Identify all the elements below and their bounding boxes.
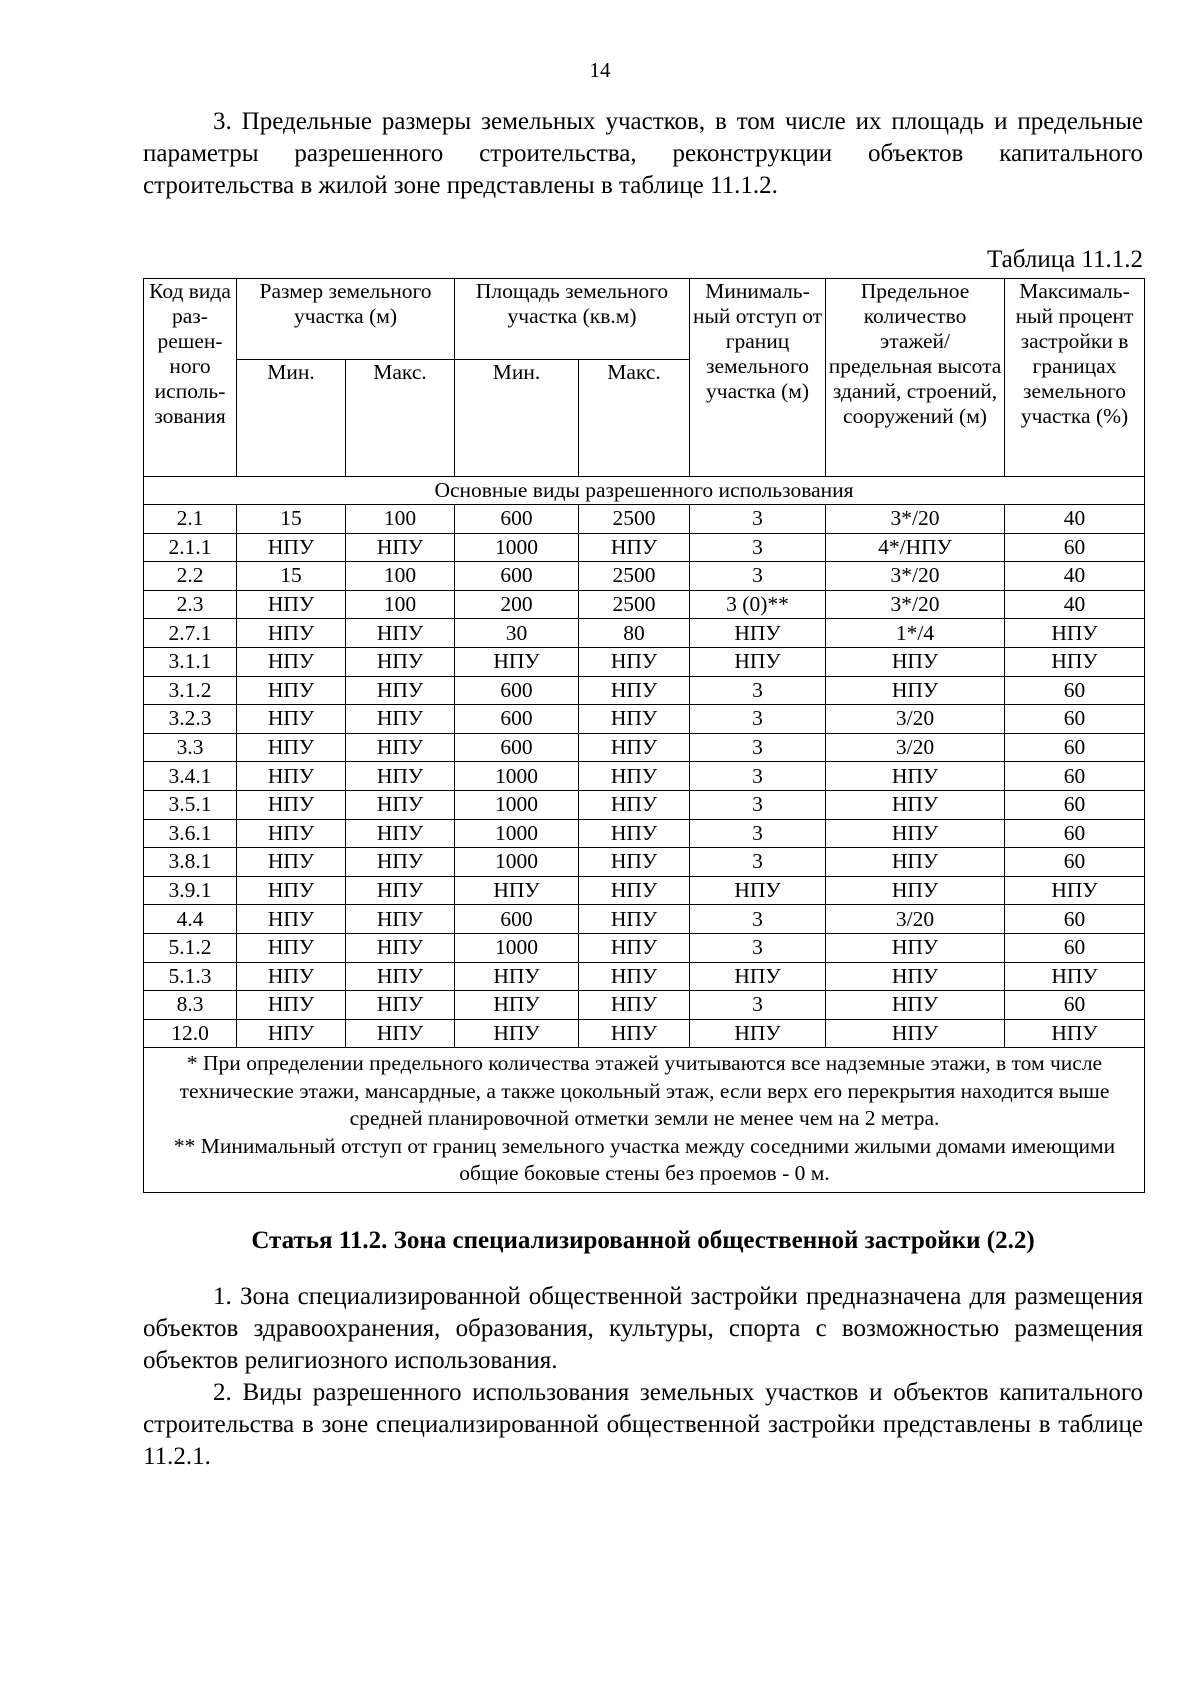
- paragraph-1: 1. Зона специализированной общественной застройки предназначена для размещения объектов здравоохранения, образования, культуры, спорта с возможностью размещения объектов религиозного использования.: [143, 1283, 1143, 1374]
- table-cell: 2500: [579, 562, 690, 591]
- table-cell: 3.8.1: [144, 848, 237, 877]
- table-cell: 600: [455, 905, 579, 934]
- intro-paragraph: 3. Предельные размеры земельных участков, в том числе их площадь и предельные параметры разрешенного строительства, реконструкции объектов капитального строительства в жилой зоне представлены в таблице 11.1.2.: [143, 108, 1143, 199]
- table-cell: 3.1.2: [144, 676, 237, 705]
- table-cell: НПУ: [579, 676, 690, 705]
- header-plot-size-max: Макс.: [346, 360, 455, 477]
- table-cell: 1000: [455, 762, 579, 791]
- table-cell: НПУ: [346, 647, 455, 676]
- table-cell: НПУ: [455, 962, 579, 991]
- table-cell: 100: [346, 590, 455, 619]
- paragraph-2: 2. Виды разрешенного использования земельных участков и объектов капитального строительства в зоне специализированной общественной застройки представлены в таблице 11.2.1.: [143, 1379, 1143, 1470]
- table-cell: НПУ: [579, 876, 690, 905]
- table-cell: НПУ: [237, 647, 346, 676]
- table-cell: НПУ: [579, 647, 690, 676]
- table-cell: НПУ: [1005, 962, 1145, 991]
- table-cell: 2.1.1: [144, 533, 237, 562]
- table-cell: 3: [690, 505, 826, 534]
- table-cell: 80: [579, 619, 690, 648]
- table-cell: 200: [455, 590, 579, 619]
- table-cell: 60: [1005, 819, 1145, 848]
- header-code: Код вида раз-решен-ного исполь-зования: [144, 279, 237, 477]
- table-cell: НПУ: [346, 733, 455, 762]
- table-cell: НПУ: [237, 848, 346, 877]
- table-cell: 100: [346, 505, 455, 534]
- table-cell: НПУ: [346, 905, 455, 934]
- table-cell: 3.2.3: [144, 705, 237, 734]
- table-cell: НПУ: [237, 533, 346, 562]
- table-cell: 3*/20: [826, 590, 1005, 619]
- table-row: [144, 991, 1145, 1020]
- table-cell: 5.1.3: [144, 962, 237, 991]
- table-cell: 3: [690, 705, 826, 734]
- table-cell: НПУ: [690, 1019, 826, 1048]
- table-cell: 60: [1005, 733, 1145, 762]
- table-cell: 4.4: [144, 905, 237, 934]
- header-plot-size-min: Мин.: [237, 360, 346, 477]
- table-cell: НПУ: [826, 762, 1005, 791]
- table-cell: НПУ: [455, 876, 579, 905]
- table-cell: НПУ: [455, 1019, 579, 1048]
- table-cell: НПУ: [579, 533, 690, 562]
- table-cell: НПУ: [579, 933, 690, 962]
- table-cell: 60: [1005, 762, 1145, 791]
- table-cell: 60: [1005, 905, 1145, 934]
- table-cell: НПУ: [826, 676, 1005, 705]
- table-cell: НПУ: [346, 991, 455, 1020]
- table-cell: НПУ: [346, 676, 455, 705]
- header-plot-area-min: Мин.: [455, 360, 579, 477]
- table-cell: НПУ: [826, 1019, 1005, 1048]
- footnote-setback: ** Минимальный отступ от границ земельного участка между соседними жилыми домами имеющими общие боковые стены без проемов - 0 м.: [173, 1133, 1116, 1186]
- table-cell: НПУ: [579, 1019, 690, 1048]
- table-cell: 2.2: [144, 562, 237, 591]
- table-cell: 40: [1005, 505, 1145, 534]
- table-cell: НПУ: [237, 676, 346, 705]
- table-cell: 15: [237, 505, 346, 534]
- table-cell: 2500: [579, 590, 690, 619]
- table-cell: НПУ: [237, 590, 346, 619]
- table-cell: НПУ: [346, 705, 455, 734]
- header-max-coverage: Максималь-ный процент застройки в границах земельного участка (%): [1005, 279, 1145, 477]
- table-cell: 1*/4: [826, 619, 1005, 648]
- table-cell: 30: [455, 619, 579, 648]
- table-cell: НПУ: [455, 991, 579, 1020]
- table-cell: НПУ: [237, 876, 346, 905]
- table-cell: НПУ: [579, 848, 690, 877]
- table-row: [144, 762, 1145, 791]
- header-plot-area: Площадь земельного участка (кв.м): [455, 279, 690, 360]
- table-footnotes: [144, 1048, 1145, 1193]
- table-cell: 3.6.1: [144, 819, 237, 848]
- footnote-floors: * При определении предельного количества этажей учитываются все надземные этажи, в том числе технические этажи, мансардные, а также цокольный этаж, если верх его перекрытия находится выше средней планировочной отметки земли не менее чем на 2 метра.: [179, 1051, 1110, 1131]
- table-cell: 600: [455, 705, 579, 734]
- table-cell: НПУ: [346, 962, 455, 991]
- table-cell: 3: [690, 562, 826, 591]
- table-row: [144, 590, 1145, 619]
- table-cell: НПУ: [579, 905, 690, 934]
- table-cell: 3/20: [826, 705, 1005, 734]
- table-cell: 3.9.1: [144, 876, 237, 905]
- table-cell: 40: [1005, 562, 1145, 591]
- table-cell: 40: [1005, 590, 1145, 619]
- table-cell: 3 (0)**: [690, 590, 826, 619]
- table-row: [144, 848, 1145, 877]
- table-cell: НПУ: [346, 876, 455, 905]
- table-cell: НПУ: [690, 962, 826, 991]
- page-number: 14: [589, 58, 611, 82]
- table-cell: НПУ: [346, 819, 455, 848]
- table-cell: 3.3: [144, 733, 237, 762]
- table-cell: 2.1: [144, 505, 237, 534]
- table-cell: НПУ: [826, 819, 1005, 848]
- table-row: [144, 533, 1145, 562]
- table-cell: 3.4.1: [144, 762, 237, 791]
- table-cell: 2.7.1: [144, 619, 237, 648]
- table-cell: НПУ: [826, 991, 1005, 1020]
- table-cell: 1000: [455, 848, 579, 877]
- table-cell: 3: [690, 676, 826, 705]
- table-cell: НПУ: [237, 790, 346, 819]
- table-cell: 3: [690, 905, 826, 934]
- table-row: [144, 676, 1145, 705]
- table-cell: 1000: [455, 819, 579, 848]
- table-cell: НПУ: [237, 905, 346, 934]
- table-cell: НПУ: [826, 848, 1005, 877]
- article-heading: Статья 11.2. Зона специализированной общественной застройки (2.2): [251, 1227, 1035, 1254]
- table-cell: 4*/НПУ: [826, 533, 1005, 562]
- table-row: [144, 733, 1145, 762]
- table-cell: 15: [237, 562, 346, 591]
- table-cell: НПУ: [1005, 647, 1145, 676]
- table-cell: НПУ: [237, 619, 346, 648]
- table-cell: НПУ: [237, 962, 346, 991]
- table-cell: 1000: [455, 533, 579, 562]
- table-cell: 5.1.2: [144, 933, 237, 962]
- table-row: [144, 1019, 1145, 1048]
- table-cell: 3/20: [826, 905, 1005, 934]
- header-plot-size: Размер земельного участка (м): [237, 279, 455, 360]
- table-cell: НПУ: [690, 876, 826, 905]
- table-cell: НПУ: [455, 647, 579, 676]
- table-cell: 60: [1005, 848, 1145, 877]
- table-cell: НПУ: [826, 790, 1005, 819]
- table-row: [144, 876, 1145, 905]
- section-label: Основные виды разрешенного использования: [144, 477, 1145, 505]
- table-cell: 60: [1005, 991, 1145, 1020]
- table-cell: НПУ: [826, 962, 1005, 991]
- table-cell: НПУ: [690, 619, 826, 648]
- table-cell: НПУ: [237, 991, 346, 1020]
- table-row: [144, 933, 1145, 962]
- table-cell: 3*/20: [826, 505, 1005, 534]
- table-cell: 3: [690, 848, 826, 877]
- table-cell: 60: [1005, 790, 1145, 819]
- table-cell: НПУ: [346, 1019, 455, 1048]
- table-cell: НПУ: [346, 933, 455, 962]
- table-cell: 3: [690, 762, 826, 791]
- table-cell: 3.5.1: [144, 790, 237, 819]
- table-cell: 1000: [455, 933, 579, 962]
- table-cell: 600: [455, 676, 579, 705]
- table-row: [144, 790, 1145, 819]
- table-cell: 2500: [579, 505, 690, 534]
- table-cell: 1000: [455, 790, 579, 819]
- table-cell: НПУ: [237, 705, 346, 734]
- table-cell: НПУ: [237, 1019, 346, 1048]
- table-cell: НПУ: [579, 991, 690, 1020]
- table-cell: НПУ: [1005, 619, 1145, 648]
- table-cell: НПУ: [346, 533, 455, 562]
- table-cell: 600: [455, 562, 579, 591]
- table-cell: НПУ: [579, 733, 690, 762]
- table-cell: НПУ: [579, 819, 690, 848]
- table-caption: Таблица 11.1.2: [987, 246, 1143, 273]
- table-cell: НПУ: [237, 733, 346, 762]
- table-row: [144, 619, 1145, 648]
- table-row: [144, 819, 1145, 848]
- table-cell: 3: [690, 533, 826, 562]
- table-cell: НПУ: [579, 962, 690, 991]
- table-cell: НПУ: [690, 647, 826, 676]
- table-cell: 60: [1005, 933, 1145, 962]
- table-cell: 600: [455, 733, 579, 762]
- table-cell: НПУ: [237, 933, 346, 962]
- table-cell: 3: [690, 933, 826, 962]
- table-cell: 3.1.1: [144, 647, 237, 676]
- table-cell: 60: [1005, 533, 1145, 562]
- table-cell: 3: [690, 991, 826, 1020]
- table-row: [144, 705, 1145, 734]
- table-cell: 3/20: [826, 733, 1005, 762]
- table-cell: НПУ: [346, 619, 455, 648]
- header-plot-area-max: Макс.: [579, 360, 690, 477]
- header-min-setback: Минималь-ный отступ от границ земельного участка (м): [690, 279, 826, 477]
- table-cell: НПУ: [237, 762, 346, 791]
- table-cell: НПУ: [579, 762, 690, 791]
- table-row: [144, 647, 1145, 676]
- zoning-parameters-table: [143, 278, 1145, 1193]
- table-cell: 2.3: [144, 590, 237, 619]
- table-cell: НПУ: [1005, 1019, 1145, 1048]
- table-cell: 60: [1005, 705, 1145, 734]
- table-row: [144, 505, 1145, 534]
- table-cell: 12.0: [144, 1019, 237, 1048]
- table-cell: НПУ: [579, 705, 690, 734]
- table-cell: НПУ: [826, 876, 1005, 905]
- table-cell: 600: [455, 505, 579, 534]
- table-cell: НПУ: [1005, 876, 1145, 905]
- table-cell: НПУ: [237, 819, 346, 848]
- table-cell: НПУ: [826, 933, 1005, 962]
- table-cell: 3: [690, 733, 826, 762]
- table-cell: НПУ: [346, 762, 455, 791]
- table-cell: 3: [690, 790, 826, 819]
- table-cell: НПУ: [579, 790, 690, 819]
- table-cell: НПУ: [346, 790, 455, 819]
- table-cell: 60: [1005, 676, 1145, 705]
- table-cell: 100: [346, 562, 455, 591]
- table-cell: НПУ: [346, 848, 455, 877]
- table-cell: НПУ: [826, 647, 1005, 676]
- header-max-floors: Предельное количество этажей/ предельная высота зданий, строений, сооружений (м): [826, 279, 1005, 477]
- table-row: [144, 562, 1145, 591]
- table-cell: 3: [690, 819, 826, 848]
- table-cell: 3*/20: [826, 562, 1005, 591]
- table-row: [144, 905, 1145, 934]
- table-row: [144, 962, 1145, 991]
- table-cell: 8.3: [144, 991, 237, 1020]
